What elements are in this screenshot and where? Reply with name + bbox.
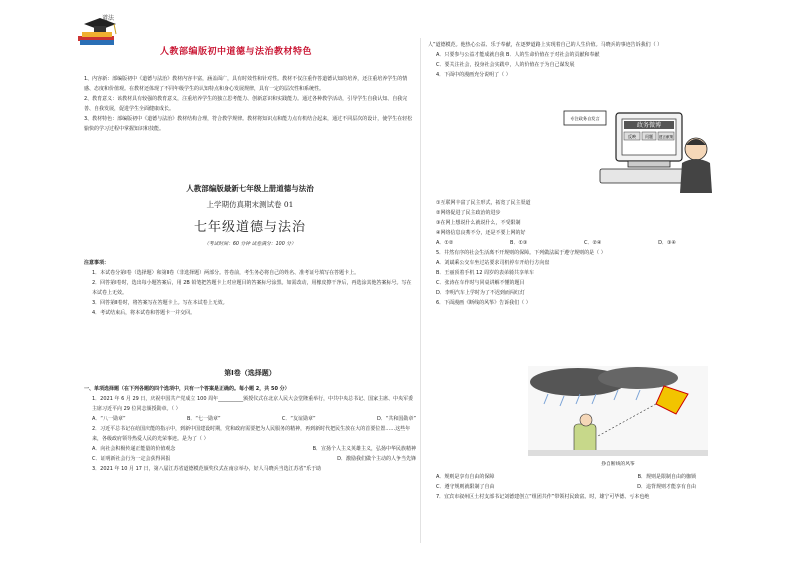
q4-statement: ③在网上想说什么就说什么，不受限制: [436, 220, 521, 226]
intro-paragraph: 2、教育意义：该教材具有较强的教育意义，注重培养学生的独立思考能力、创新意识和实践能力。通过各种教学活动，引导学生自我认知、自我完善、自我发展，促进学生全面健康成长。: [84, 96, 408, 112]
option: D．违背规则才能享有自由: [637, 484, 696, 490]
notice-section: [84, 258, 416, 318]
notice-item: 2．回答第Ⅰ卷时，选出每小题答案后，用 2B 铅笔把答题卡上对应题目的答案标号涂黑。如需改动，用橡皮擦干净后，再选涂其他答案标号。写在本试卷上无效。: [92, 280, 412, 296]
exam-subject-title: 七年级道德与法治: [193, 220, 306, 235]
option: B．王丽顶着手机 12 周岁的表弟骑共享单车: [436, 270, 534, 276]
banner-title: 人教部编版初中道德与法治教材特色: [160, 47, 313, 57]
option: C．遵守规则就限制了自由: [436, 484, 495, 490]
option: A．①②: [436, 240, 454, 246]
option: A．规则是享有自由的保障: [436, 474, 495, 480]
question-3-continued: 人”道德模范。他热心公益、乐于奉献，在逐梦道路上实现着自己的人生价值。马晓兵的事迹告诉我们（ ）: [428, 42, 663, 48]
option: B．规则是限制自由的枷锁: [637, 474, 696, 480]
comic-tab: 反映: [628, 134, 636, 139]
intro-section: [84, 74, 416, 134]
notice-item: 1．本试卷分第Ⅰ卷（选择题）和第Ⅱ卷（非选择题）两部分。答卷前，考生务必将自己的姓名、准考证号填写在答题卡上。: [92, 270, 360, 276]
option: C．要关注社会，投身社会实践中，人的价值在于为自己谋发展: [436, 62, 575, 68]
comic-sign: 政务微博: [636, 122, 662, 129]
question-6: 6．下面漫画《断线的风筝》告诉我们（ ）: [436, 300, 531, 306]
question-1-options: [84, 414, 416, 424]
question-7: 7．宜宾市叙州区土村支部书记刘德建创立“组团共作”带领村民致富。时，雄宁可毕德、亏本也绝: [436, 494, 650, 500]
exam-title-sub: 上学期仿真期末测试卷 01: [206, 200, 294, 209]
logo-label: 道法: [102, 15, 115, 22]
question-2-options: [84, 454, 416, 464]
option: C．②④: [584, 240, 602, 246]
option: D．③④: [658, 240, 676, 246]
option: B．宣扬个人主义英雄主义，弘扬中华民族精神: [312, 446, 416, 452]
q4-statement: ④网络信息良莠不分，还是不要上网的好: [436, 230, 526, 236]
notice-item: 4．考试结束后，将本试卷和答题卡一并交回。: [92, 310, 196, 316]
left-questions: [84, 384, 416, 474]
option: A．向社会积极传递正能量的价值观念: [92, 446, 176, 452]
question-6-options: [428, 482, 696, 492]
column-divider: [420, 38, 421, 543]
option: A．只要参与公益才能成就自我 B．人的生命价值在于对社会的贡献和奉献: [436, 52, 600, 58]
part-heading: 一、单项选择题（在下列各题的四个选项中，只有一个答案是正确的。每小题 2，共 50 分）: [84, 386, 290, 392]
question-4: 4．下面中的漫画充分说明了（ ）: [436, 72, 511, 78]
question-1: 1．2021 年 6 月 29 日，庆祝中国共产党成立 100 周年__________颁授仪式在北京人民大会堂隆重举行，中共中央总书记、国家主席、中央军委主席习近平向 29 位同志颁授勋章。（ ）: [92, 396, 414, 412]
option: C．“友谊勋章”: [281, 416, 316, 422]
graduation-cap-books-icon: [72, 14, 126, 48]
exam-info: （考试时间：60 分钟 试卷满分：100 分）: [204, 242, 296, 247]
right-column: [428, 40, 754, 80]
option: B．“七一勋章”: [186, 416, 221, 422]
notice-item: 3．回答第Ⅱ卷时，将答案写在答题卡上。写在本试卷上无效。: [92, 300, 228, 306]
right-bottom-block: [428, 472, 754, 502]
exam-title-main: 人教部编版最新七年级上册道德与法治: [186, 184, 314, 193]
section-heading: 第Ⅰ卷（选择题）: [224, 369, 276, 377]
intro-paragraph: 3、教材特色：部编版初中《道德与法治》教材结构合理，符合教学规律。教材将知识点和能力点有机结合起来，通过不同层次的设计，使学生在轻松愉快的学习过程中掌握知识和技能。: [84, 116, 413, 132]
option: B．①③: [510, 240, 528, 246]
comic-tab: 建言献策: [658, 135, 674, 139]
question-2: 2．习近平总书记在给国庆能的指示中，到新中国建设时期，党和政府需要把为人民服务的精神，再到新时代把民生放在大的首要位置……这些年来，各级政府领导热爱人民的光荣事迹。是为了（ ）: [92, 426, 411, 442]
option: D．“共和国勋章”: [376, 416, 416, 422]
comic-caption: 挣自断线的风筝: [601, 462, 635, 467]
option: C．证明新社会行为一定会获得回报: [92, 456, 171, 462]
question-4-options: [428, 238, 676, 248]
question-6-options: [428, 472, 696, 482]
notice-heading: 注意事项：: [84, 260, 110, 266]
right-middle-block: [428, 198, 754, 308]
comic-tab: 问题: [645, 134, 653, 139]
option: A．“八一勋章”: [92, 416, 126, 422]
question-5: 5．井然有序的社会生活离不开规则的保障。下列做法属于遵守规则的是（ ）: [436, 250, 606, 256]
internet-governance-comic: [560, 105, 740, 195]
q4-statement: ①互联网丰富了民主形式，拓宽了民主渠道: [436, 200, 531, 206]
broken-kite-comic: [528, 366, 708, 456]
comic-label: 专注政务自发言: [570, 116, 600, 121]
option: D．激励我们做个主动的人争当先锋: [337, 456, 416, 462]
question-2-options: [84, 444, 416, 454]
option: A．刘斌乘公交车坐过站要求司机停车开给行方向盘: [436, 260, 550, 266]
intro-paragraph: 1、内容新：部编版初中《道德与法治》教材内容丰富，涵盖面广，具有时效性和针对性。教材不仅注重作答道德认知的培养，还注重培养学生的情感、态度和价值观。在教材还体现了不同年级学生的认知特点和身心发展规律，具有一定的层次性和系统性。: [84, 76, 408, 92]
option: C．张涛在车作时与同桌讲解不懂的题目: [436, 280, 525, 286]
question-3: 3．2021 年 10 月 17 日，第八届江苏省道德模范颁奖仪式在南京举办，好人马晓兵当选江苏省“乐于助: [92, 466, 322, 472]
option: D．李明汽车上学时为了不迟到而闯红灯: [436, 290, 525, 296]
q4-statement: ②网络促进了民主政治的进步: [436, 210, 501, 216]
